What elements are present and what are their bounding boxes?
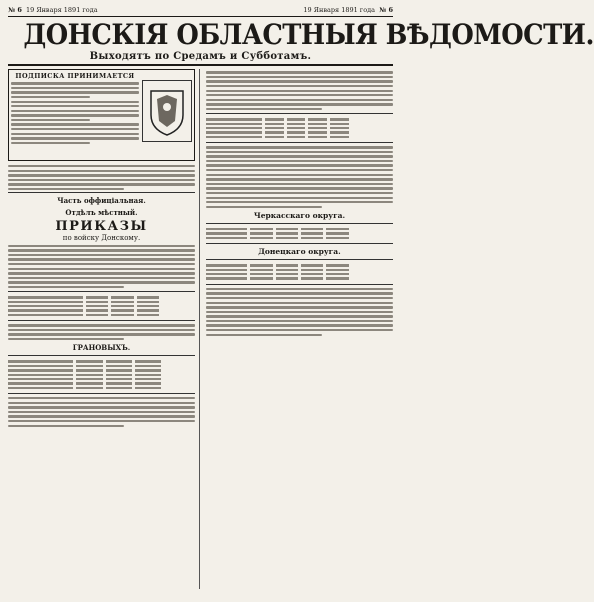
local-dept-heading: Отдѣлъ мѣстный. [65, 208, 138, 218]
masthead-topline [8, 6, 393, 17]
orders-body-lines-3 [8, 397, 195, 427]
right-body-lines-1 [206, 71, 393, 110]
contents-lines [8, 165, 195, 190]
coat-of-arms-icon [147, 85, 187, 137]
right-body-lines-3 [206, 288, 393, 336]
newspaper-subtitle: Выходятъ по Средамъ и Субботамъ. [8, 51, 393, 66]
orders-table-1 [8, 291, 195, 321]
subscription-heading: ПОДПИСКА ПРИНИМАЕТСЯ [15, 72, 135, 80]
issue-number-right: № 6 [379, 6, 393, 14]
official-part-heading: Часть оффиціальная. [57, 196, 146, 206]
newspaper-title: ДОНСКІЯ ОБЛАСТНЫЯ ВѢДОМОСТИ. [23, 18, 594, 51]
donetsk-heading: Донецкаго округа. [258, 247, 341, 257]
cherkassk-heading: Черкасскаго округа. [253, 211, 346, 221]
table-heading: ГРАНОВЫХЪ. [72, 343, 131, 353]
orders-subheading: по войску Донскому. [62, 234, 141, 243]
subscription-lines [11, 82, 139, 144]
orders-heading: ПРИКАЗЫ [55, 219, 148, 235]
subscription-box [8, 69, 195, 161]
date-left: 19 Января 1891 года [26, 6, 98, 14]
issue-number-left: № 6 [8, 6, 22, 14]
right-body-lines-2 [206, 146, 393, 208]
right-table-2 [206, 223, 393, 244]
issue-date-right [303, 6, 393, 14]
orders-table-2 [8, 355, 195, 394]
right-column [206, 69, 393, 589]
right-table-1 [206, 113, 393, 143]
coat-of-arms-emblem [142, 80, 192, 142]
right-table-3 [206, 259, 393, 285]
subscription-text [11, 72, 139, 158]
columns [8, 69, 393, 589]
orders-body-lines [8, 245, 195, 289]
issue-date-left [8, 6, 98, 14]
orders-body-lines-2 [8, 324, 195, 340]
left-column [8, 69, 200, 589]
date-right: 19 Января 1891 года [303, 6, 375, 14]
